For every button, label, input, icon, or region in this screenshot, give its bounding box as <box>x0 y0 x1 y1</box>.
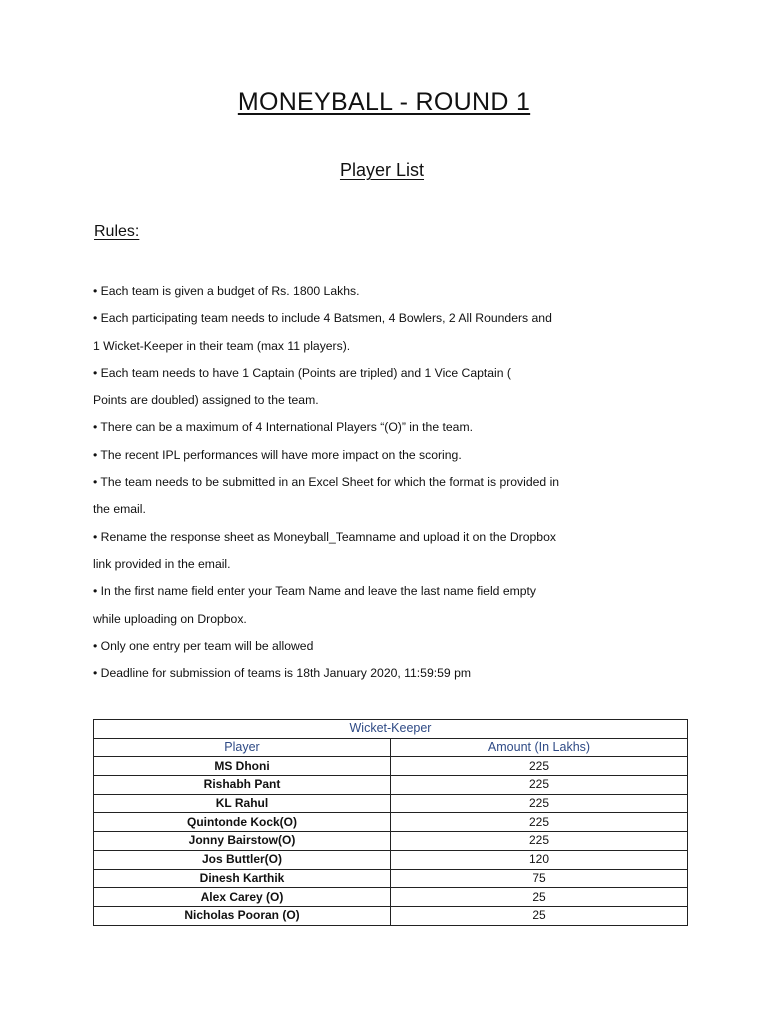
amount-cell: 25 <box>391 906 688 925</box>
rule-line: 1 Wicket-Keeper in their team (max 11 players). <box>93 338 351 353</box>
rule-line: • The recent IPL performances will have more impact on the scoring. <box>93 447 462 462</box>
rule-line: • Deadline for submission of teams is 18th January 2020, 11:59:59 pm <box>93 666 472 681</box>
table-row <box>94 906 688 925</box>
rule-line: while uploading on Dropbox. <box>93 611 247 626</box>
table-row <box>94 832 688 851</box>
player-name-cell: Quintonde Kock(O) <box>94 813 391 832</box>
player-table <box>93 719 688 926</box>
table-header-row <box>94 738 688 757</box>
amount-cell: 225 <box>391 813 688 832</box>
rule-line: the email. <box>93 502 146 517</box>
table-row <box>94 888 688 907</box>
amount-cell: 225 <box>391 832 688 851</box>
category-header: Wicket-Keeper <box>94 720 688 739</box>
rule-line: Points are doubled) assigned to the team. <box>93 393 319 408</box>
rule-line: link provided in the email. <box>93 556 231 571</box>
amount-cell: 225 <box>391 776 688 795</box>
table-row <box>94 850 688 869</box>
table-row <box>94 794 688 813</box>
rule-line: • There can be a maximum of 4 International Players “(O)” in the team. <box>93 420 473 435</box>
player-name-cell: Nicholas Pooran (O) <box>94 906 391 925</box>
player-name-cell: Dinesh Karthik <box>94 869 391 888</box>
player-name-cell: Rishabh Pant <box>94 776 391 795</box>
amount-column-header: Amount (In Lakhs) <box>391 738 688 757</box>
rule-line: • Each team is given a budget of Rs. 1800 Lakhs. <box>93 284 360 298</box>
rule-line: • In the first name field enter your Team Name and leave the last name field empty <box>93 584 537 599</box>
table-row <box>94 757 688 776</box>
amount-cell: 120 <box>391 850 688 869</box>
player-name-cell: MS Dhoni <box>94 757 391 776</box>
player-name-cell: Jos Buttler(O) <box>94 850 391 869</box>
rules-list <box>93 283 613 692</box>
rule-line: • Rename the response sheet as Moneyball_Teamname and upload it on the Dropbox <box>93 529 556 544</box>
rule-line: • Only one entry per team will be allowed <box>93 638 314 653</box>
amount-cell: 225 <box>391 757 688 776</box>
amount-cell: 25 <box>391 888 688 907</box>
table-row <box>94 869 688 888</box>
table-row <box>94 813 688 832</box>
player-name-cell: KL Rahul <box>94 794 391 813</box>
document-subtitle: Player List <box>339 160 425 180</box>
document-title: MONEYBALL - ROUND 1 <box>237 88 531 116</box>
player-name-cell: Jonny Bairstow(O) <box>94 832 391 851</box>
amount-cell: 75 <box>391 869 688 888</box>
rule-line: • Each team needs to have 1 Captain (Points are tripled) and 1 Vice Captain ( <box>93 365 511 380</box>
rules-heading: Rules: <box>94 223 140 240</box>
rule-line: • The team needs to be submitted in an Excel Sheet for which the format is provided in <box>93 475 560 490</box>
player-name-cell: Alex Carey (O) <box>94 888 391 907</box>
rule-line: • Each participating team needs to include 4 Batsmen, 4 Bowlers, 2 All Rounders and <box>93 311 552 326</box>
table-category-row <box>94 720 688 739</box>
table-row <box>94 776 688 795</box>
player-table-container <box>93 719 688 926</box>
player-column-header: Player <box>94 738 391 757</box>
amount-cell: 225 <box>391 794 688 813</box>
